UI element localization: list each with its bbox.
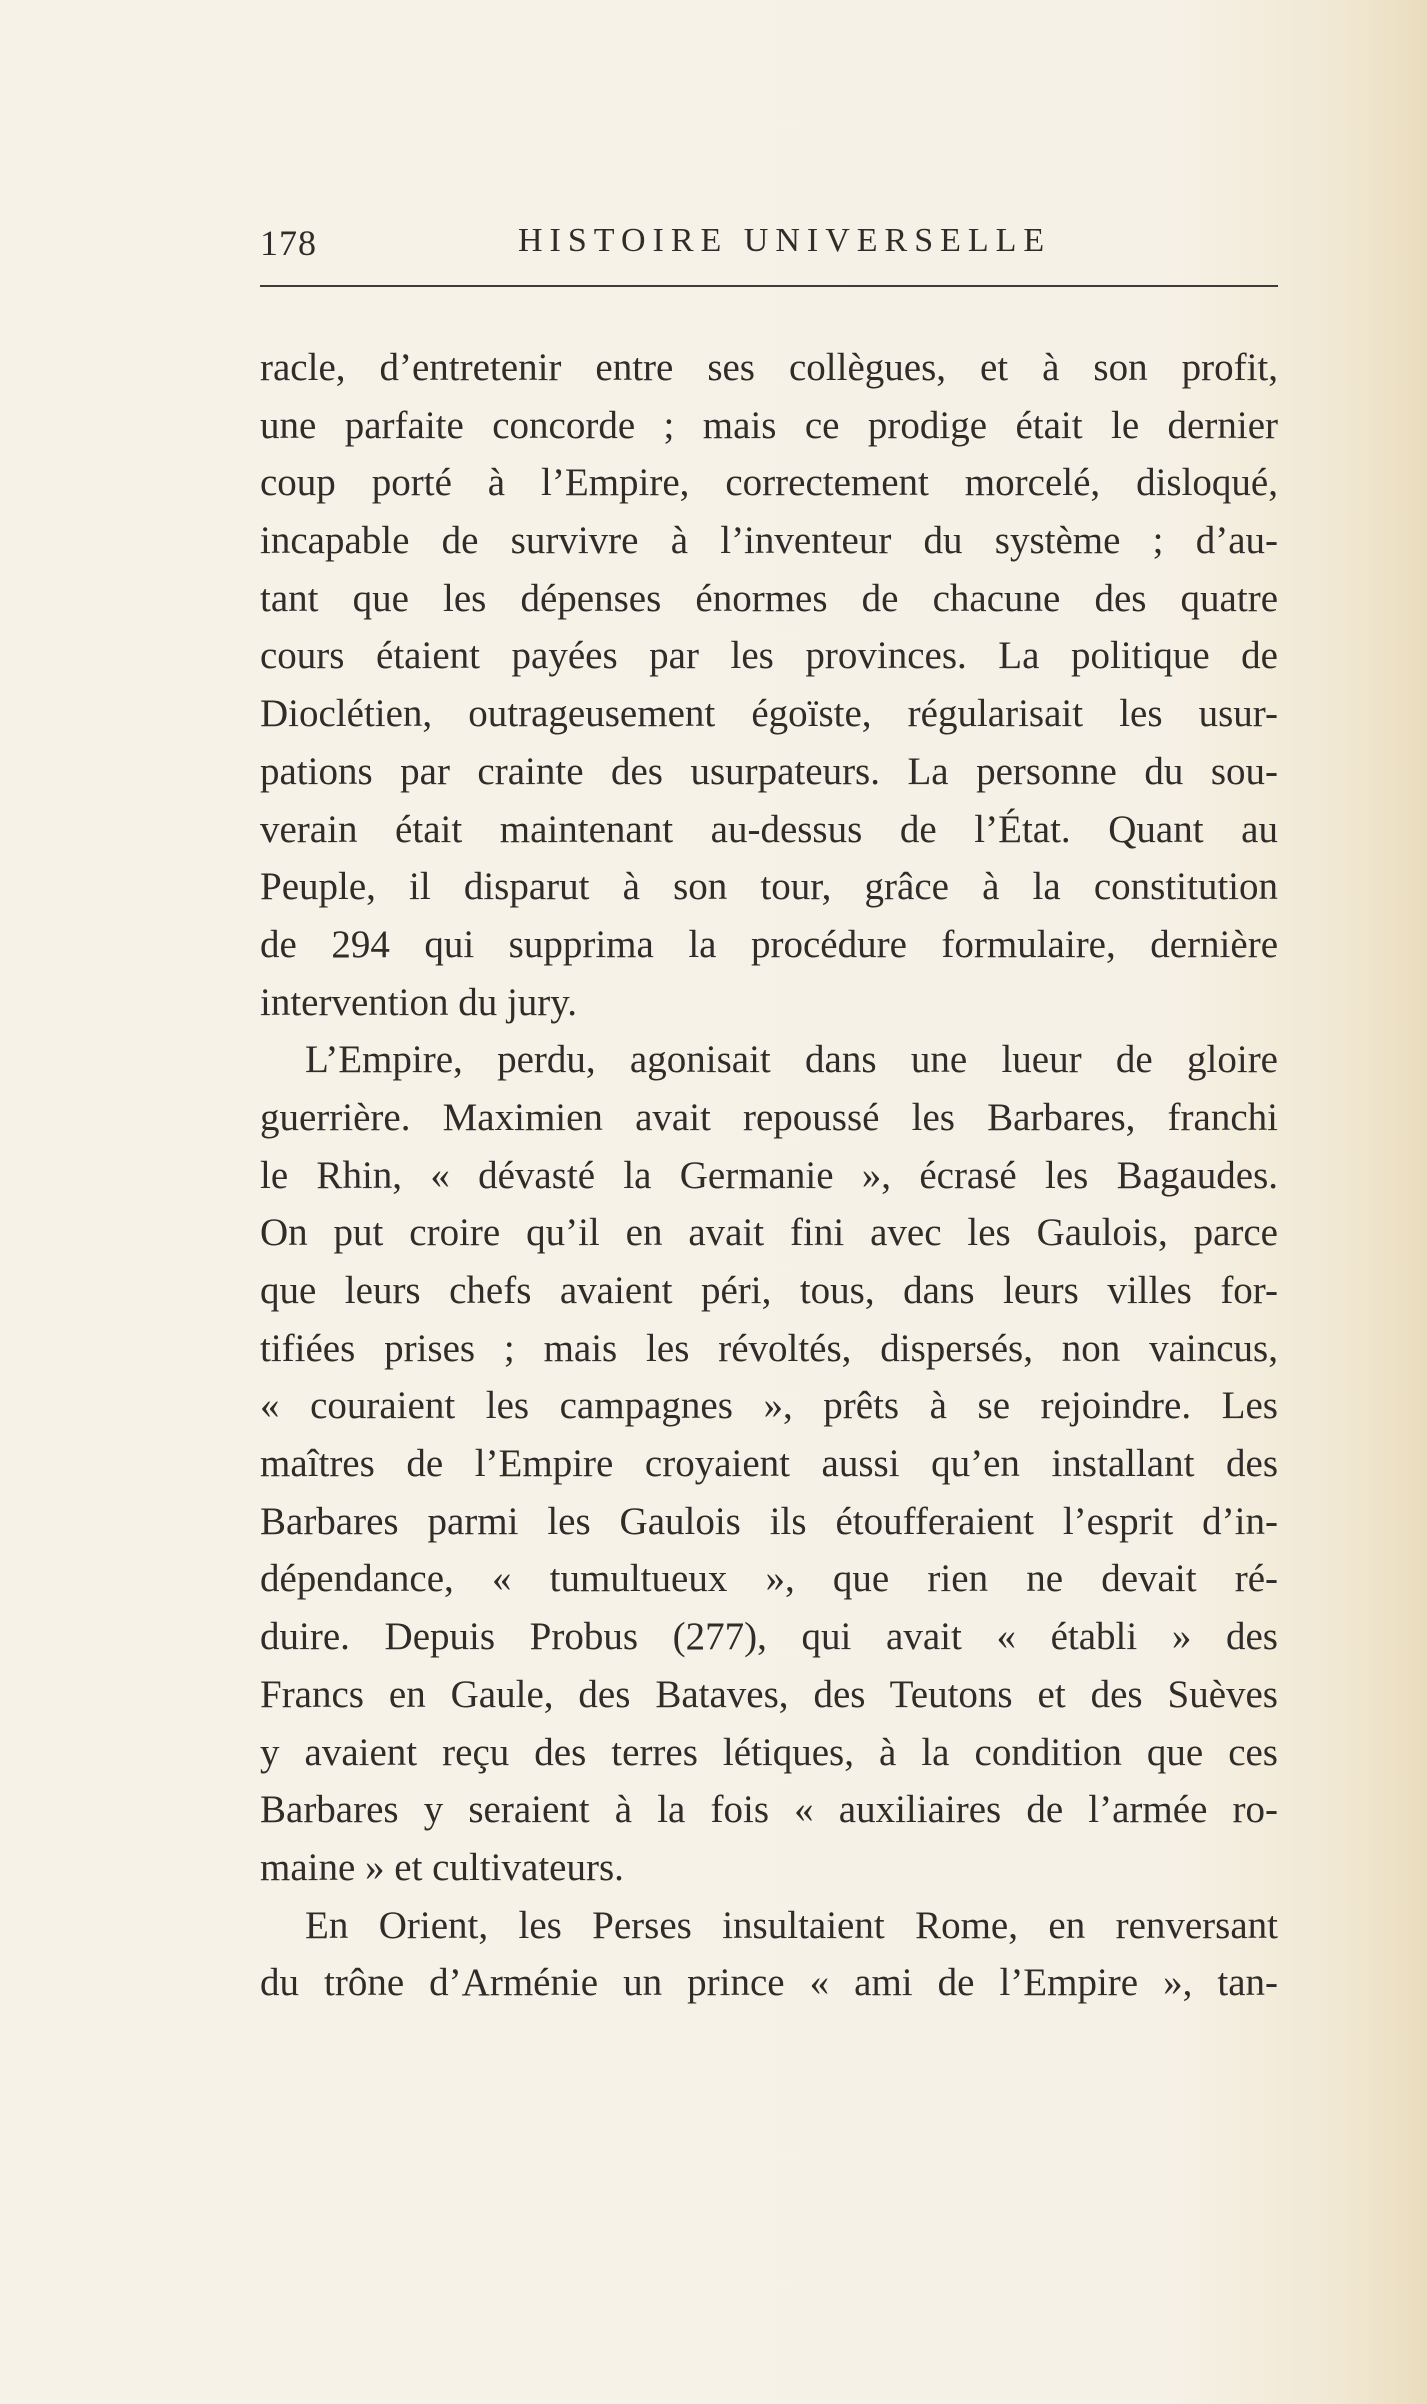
text-line: Barbares parmi les Gaulois ils étoufferaient l’esprit d’in- bbox=[260, 1499, 1278, 1543]
text-line: le Rhin, « dévasté la Germanie », écrasé les Bagaudes. bbox=[260, 1153, 1278, 1197]
text-line: une parfaite concorde ; mais ce prodige était le dernier bbox=[260, 403, 1278, 447]
text-line: incapable de survivre à l’inventeur du système ; d’au- bbox=[260, 519, 1278, 563]
text-line: Dioclétien, outrageusement égoïste, régularisait les usur- bbox=[260, 692, 1278, 736]
text-line: Barbares y seraient à la fois « auxiliaires de l’armée ro- bbox=[260, 1788, 1278, 1832]
running-head bbox=[260, 222, 1278, 272]
text-line: cours étaient payées par les provinces. La politique de bbox=[260, 634, 1278, 678]
text-line: Peuple, il disparut à son tour, grâce à la constitution bbox=[260, 865, 1278, 909]
text-line: y avaient reçu des terres létiques, à la condition que ces bbox=[260, 1730, 1278, 1774]
text-line: maîtres de l’Empire croyaient aussi qu’en installant des bbox=[260, 1442, 1278, 1486]
text-line: racle, d’entretenir entre ses collègues, et à son profit, bbox=[260, 346, 1278, 389]
header-rule bbox=[260, 285, 1278, 287]
text-line: maine » et cultivateurs. bbox=[260, 1845, 624, 1889]
text-line: tifiées prises ; mais les révoltés, dispersés, non vaincus, bbox=[260, 1326, 1278, 1370]
text-line: On put croire qu’il en avait fini avec les Gaulois, parce bbox=[260, 1211, 1278, 1255]
text-line: pations par crainte des usurpateurs. La personne du sou- bbox=[260, 749, 1278, 793]
running-title: HISTOIRE UNIVERSELLE bbox=[518, 222, 1052, 259]
body-text bbox=[260, 339, 1278, 2012]
text-line: En Orient, les Perses insultaient Rome, en renversant bbox=[305, 1903, 1278, 1947]
text-line: guerrière. Maximien avait repoussé les Barbares, franchi bbox=[260, 1095, 1278, 1139]
text-line: du trône d’Arménie un prince « ami de l’Empire », tan- bbox=[260, 1961, 1278, 2005]
text-line: Francs en Gaule, des Bataves, des Teutons et des Suèves bbox=[260, 1672, 1278, 1716]
text-line: L’Empire, perdu, agonisait dans une lueur de gloire bbox=[305, 1038, 1278, 1082]
text-line: intervention du jury. bbox=[260, 980, 577, 1024]
page-number: 178 bbox=[260, 223, 317, 263]
text-line: coup porté à l’Empire, correctement morcelé, disloqué, bbox=[260, 461, 1278, 505]
text-line: dépendance, « tumultueux », que rien ne devait ré- bbox=[260, 1557, 1278, 1601]
text-line: verain était maintenant au-dessus de l’État. Quant au bbox=[260, 807, 1278, 851]
text-line: que leurs chefs avaient péri, tous, dans leurs villes for- bbox=[260, 1269, 1278, 1312]
text-line: duire. Depuis Probus (277), qui avait « établi » des bbox=[260, 1615, 1278, 1659]
text-line: « couraient les campagnes », prêts à se rejoindre. Les bbox=[260, 1384, 1278, 1428]
text-line: de 294 qui supprima la procédure formulaire, dernière bbox=[260, 922, 1278, 966]
text-line: tant que les dépenses énormes de chacune des quatre bbox=[260, 576, 1278, 620]
